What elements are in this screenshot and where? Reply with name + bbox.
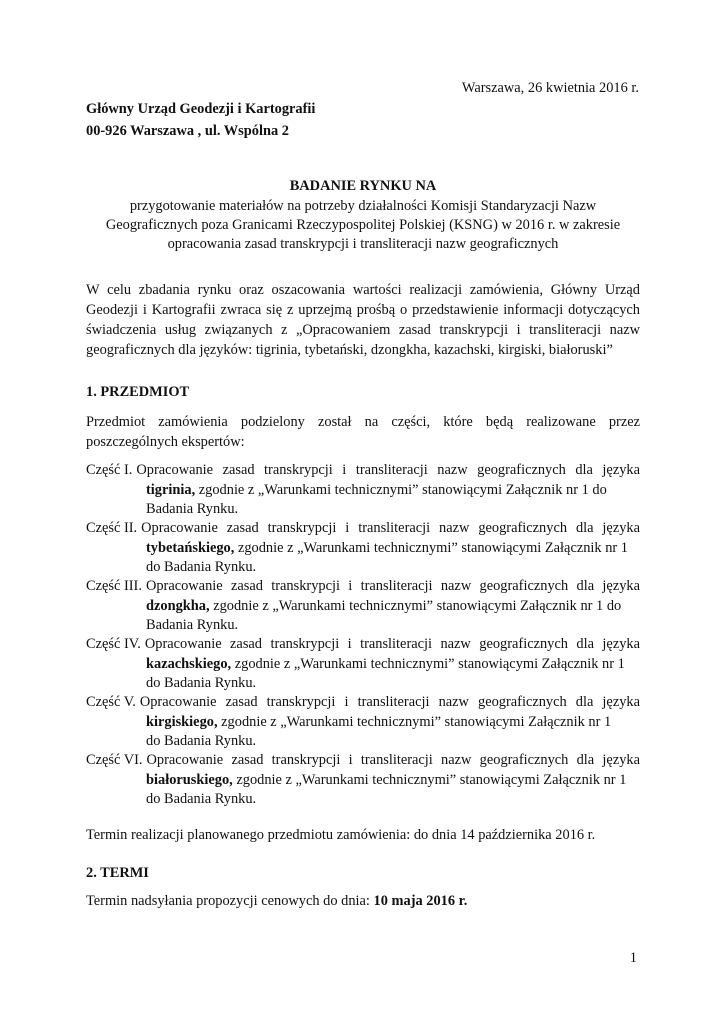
part-item	[86, 693, 640, 752]
part-item	[86, 461, 640, 520]
part-last: Badania Rynku.	[146, 617, 239, 633]
part-description: Opracowanie zasad transkrypcji i transliteracji nazw geograficznych dla języka	[141, 520, 640, 536]
part-rest: zgodnie z „Warunkami technicznymi” stanowiącymi Załącznik nr 1 do	[195, 481, 607, 498]
part-description: Opracowanie zasad transkrypcji i transliteracji nazw geograficznych dla języka	[145, 578, 640, 594]
title-line: Geograficznych poza Granicami Rzeczypospolitej Polskiej (KSNG) w 2016 r. w zakresie	[105, 217, 621, 233]
part-item	[86, 577, 640, 636]
section-2-date: 10 maja 2016 r.	[373, 893, 468, 909]
deadline-paragraph	[86, 825, 640, 845]
date-line: Warszawa, 26 kwietnia 2016 r.	[461, 80, 639, 96]
title-line: przygotowanie materiałów na potrzeby działalności Komisji Standaryzacji Nazw	[129, 198, 597, 214]
part-language: białoruskiego,	[146, 771, 233, 788]
part-rest: zgodnie z „Warunkami technicznymi” stanowiącymi Załącznik nr 1	[231, 655, 625, 672]
part-language: kazachskiego,	[146, 655, 232, 672]
deadline-text: Termin realizacji planowanego przedmiotu zamówienia: do dnia 14 października 2016 r.	[86, 827, 596, 843]
intro-line: świadczenia usług związanych z „Opracowaniem zasad transkrypcji i transliteracji nazw	[86, 322, 640, 338]
part-label: Część V.	[86, 694, 136, 710]
section-2-heading: 2. TERMI	[86, 865, 149, 881]
part-description: Opracowanie zasad transkrypcji i transliteracji nazw geograficznych dla języka	[136, 462, 640, 478]
intro-paragraph	[86, 280, 640, 360]
part-rest: zgodnie z „Warunkami technicznymi” stanowiącymi Załącznik nr 1 do	[209, 597, 622, 614]
section-1-heading: 1. PRZEDMIOT	[86, 384, 190, 400]
part-description: Opracowanie zasad transkrypcji i transliteracji nazw geograficznych dla języka	[146, 752, 640, 768]
part-label: Część VI.	[86, 752, 143, 768]
document-title	[86, 177, 640, 254]
section-1-intro	[86, 412, 640, 452]
part-language: tigrinia,	[146, 481, 196, 498]
part-label: Część IV.	[86, 636, 141, 652]
intro-line: W celu zbadania rynku oraz oszacowania wartości realizacji zamówienia, Główny Urząd	[86, 282, 640, 298]
intro-line: Geodezji i Kartografii zwraca się z uprzejmą prośbą o przedstawienie informacji dotyczących	[86, 302, 640, 318]
section-2-paragraph	[86, 891, 640, 911]
part-item	[86, 519, 640, 578]
part-last: Badania Rynku.	[146, 501, 239, 517]
part-last: do Badania Rynku.	[146, 733, 257, 749]
page-number: 1	[629, 950, 637, 966]
intro-line: geograficznych dla języków: tigrinia, tybetański, dzongkha, kazachski, kirgiski, białoruski”	[86, 342, 613, 358]
part-description: Opracowanie zasad transkrypcji i transliteracji nazw geograficznych dla języka	[139, 694, 640, 710]
sender-name: Główny Urząd Geodezji i Kartografii	[86, 101, 316, 117]
part-language: tybetańskiego,	[146, 539, 235, 556]
part-rest: zgodnie z „Warunkami technicznymi” stanowiącymi Załącznik nr 1	[234, 539, 628, 556]
section-1-intro-line: Przedmiot zamówienia podzielony został na części, które będą realizowane przez	[86, 414, 640, 430]
title-main: BADANIE RYNKU NA	[289, 178, 437, 194]
section-1-intro-line: poszczególnych ekspertów:	[86, 434, 245, 450]
part-label: Część II.	[86, 520, 138, 536]
part-last: do Badania Rynku.	[146, 559, 257, 575]
part-language: kirgiskiego,	[146, 713, 218, 730]
part-rest: zgodnie z „Warunkami technicznymi” stanowiącymi Załącznik nr 1	[217, 713, 612, 730]
section-2-text: Termin nadsyłania propozycji cenowych do dnia:	[86, 893, 374, 909]
part-label: Część I.	[86, 462, 133, 478]
title-line: opracowania zasad transkrypcji i transliteracji nazw geograficznych	[167, 236, 559, 252]
sender-address: 00-926 Warszawa , ul. Wspólna 2	[86, 123, 289, 139]
part-language: dzongkha,	[146, 597, 210, 614]
part-description: Opracowanie zasad transkrypcji i transliteracji nazw geograficznych dla języka	[144, 636, 640, 652]
part-last: do Badania Rynku.	[146, 675, 257, 691]
part-rest: zgodnie z „Warunkami technicznymi” stanowiącymi Załącznik nr 1	[232, 771, 627, 788]
part-item	[86, 635, 640, 694]
sender-block	[86, 98, 315, 142]
part-label: Część III.	[86, 578, 142, 594]
part-last: do Badania Rynku.	[146, 791, 257, 807]
part-item	[86, 751, 640, 810]
